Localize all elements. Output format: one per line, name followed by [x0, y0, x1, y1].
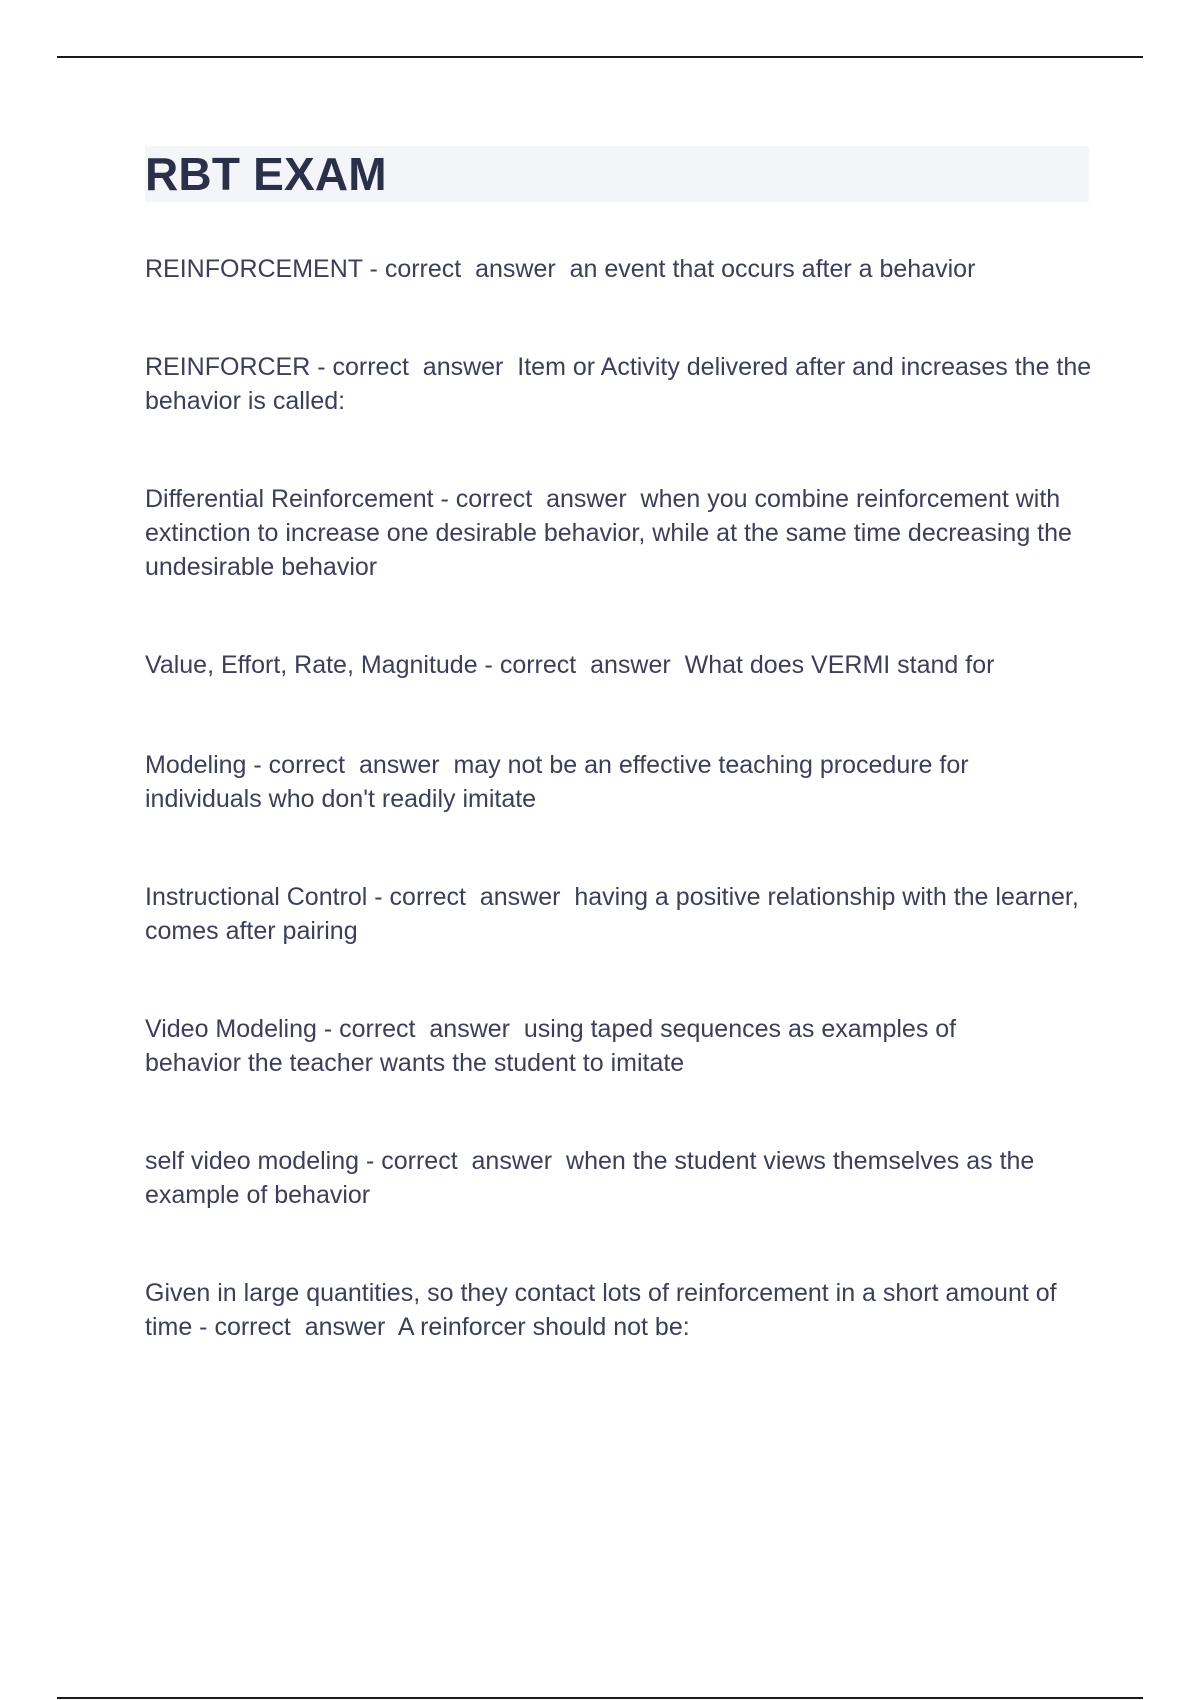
flashcard-entry: Given in large quantities, so they contact lots of reinforcement in a short amount of time - correct answer A reinforcer should not be: — [145, 1279, 1064, 1341]
flashcard-entry: self video modeling - correct answer when the student views themselves as the example of behavior — [145, 1147, 1042, 1209]
top-divider — [57, 56, 1143, 58]
flashcard-entry: Modeling - correct answer may not be an effective teaching procedure for individuals who don't readily imitate — [145, 751, 976, 813]
flashcard-entry: Value, Effort, Rate, Magnitude - correct answer What does VERMI stand for — [145, 651, 995, 679]
flashcard-entry: Instructional Control - correct answer having a positive relationship with the learner, comes after pairing — [145, 883, 1086, 945]
flashcard-entry: Video Modeling - correct answer using taped sequences as examples of behavior the teacher wants the student to imitate — [145, 1015, 964, 1077]
page-title: RBT EXAM — [145, 148, 387, 200]
flashcard-entry: REINFORCEMENT - correct answer an event that occurs after a behavior — [145, 255, 976, 283]
flashcard-list — [145, 252, 1099, 1344]
bottom-divider — [57, 1697, 1143, 1699]
flashcard-entry: REINFORCER - correct answer Item or Activity delivered after and increases the the behavior is called: — [145, 353, 1099, 415]
flashcard-entry: Differential Reinforcement - correct answer when you combine reinforcement with extinction to increase one desirable behavior, while at the same time decreasing the undesirable behavior — [145, 485, 1079, 581]
